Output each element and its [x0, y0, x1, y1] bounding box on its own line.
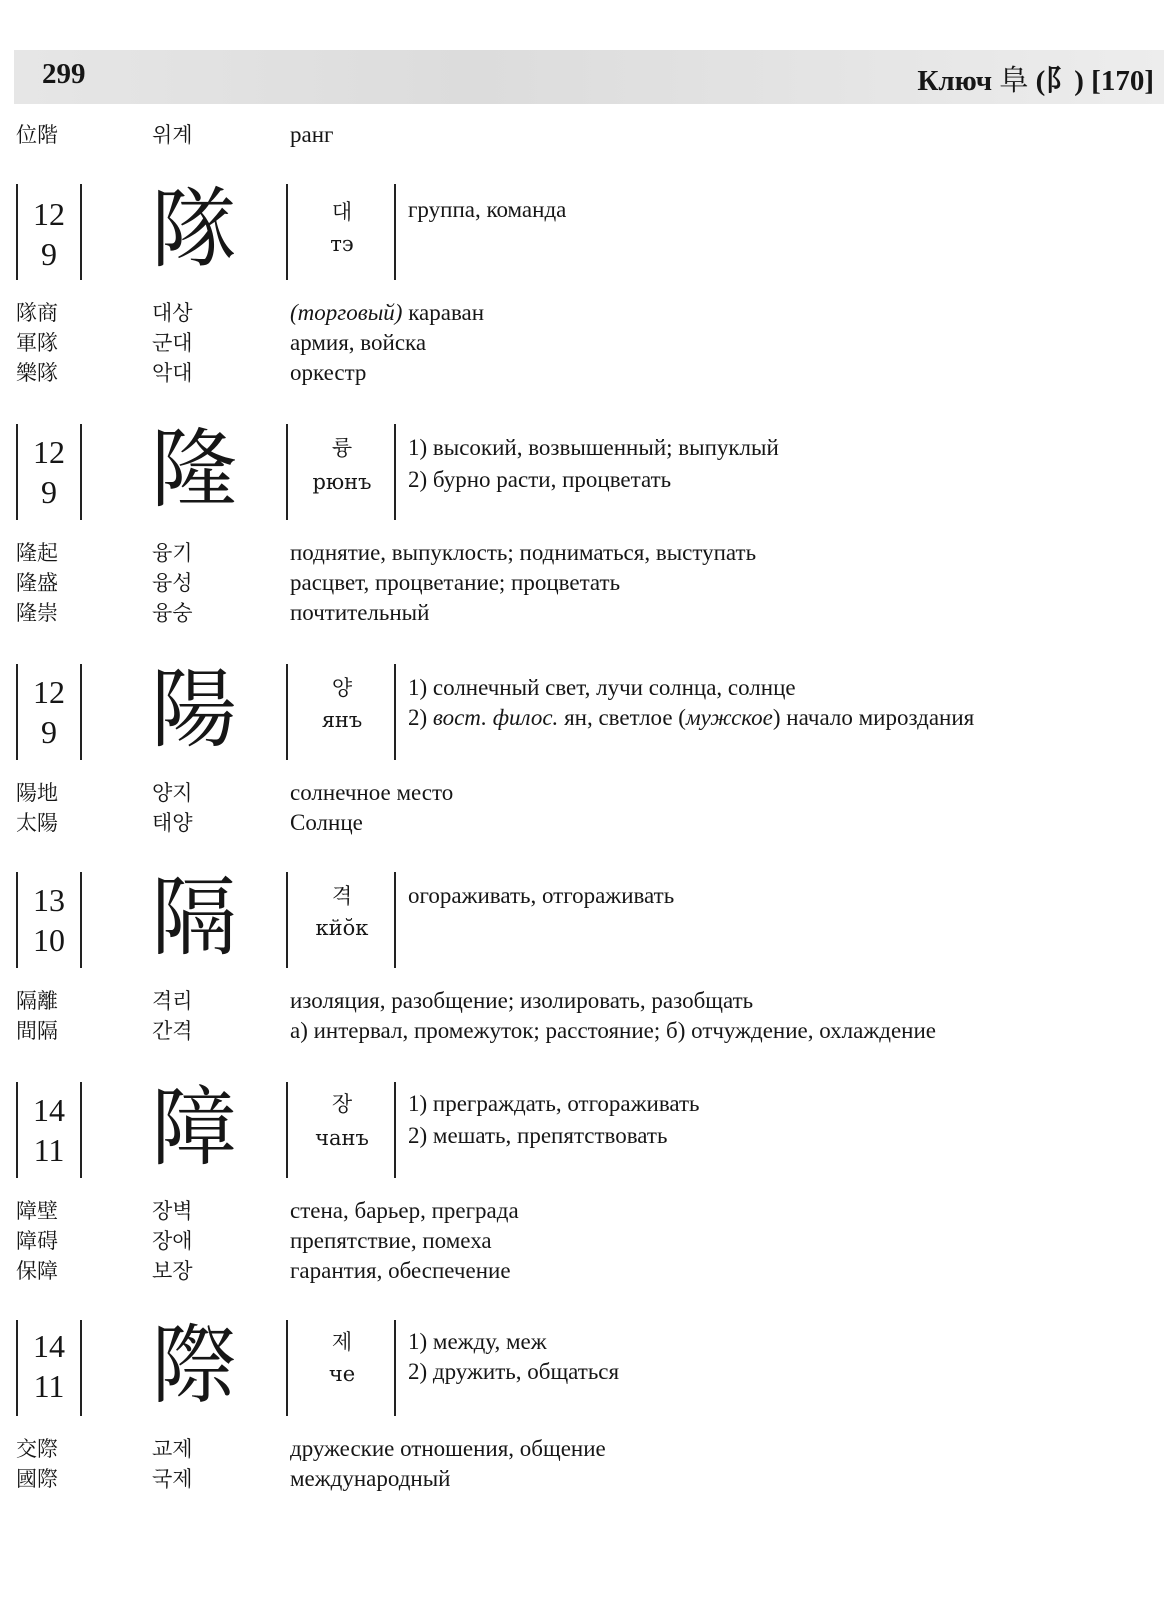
stroke-count-total: 14 [33, 1092, 65, 1128]
stroke-count-residual: 9 [41, 236, 57, 272]
entry-header [0, 868, 1168, 974]
word-russian: дружеские отношения, общение [290, 1436, 606, 1461]
entry-header [0, 180, 1168, 286]
entry-header [0, 1078, 1168, 1184]
stroke-count-total: 12 [33, 434, 65, 470]
word-russian: почтительный [290, 600, 430, 625]
headword-char: 隊 [151, 180, 237, 280]
character-entry [0, 660, 1168, 838]
character-entry [0, 868, 1168, 1046]
word-russian: препятствие, помеха [290, 1228, 492, 1253]
word-russian: поднятие, выпуклость; подниматься, выступать [290, 540, 757, 565]
word-korean: 장벽 [152, 1199, 193, 1223]
word-russian: расцвет, процветание; процветать [290, 570, 621, 595]
word-hanja: 陽地 [16, 781, 58, 805]
word-hanja: 交際 [16, 1437, 58, 1461]
stroke-count-total: 12 [33, 674, 65, 710]
meaning-part: ян, светлое ( [558, 705, 686, 730]
reading-translit: че [328, 1362, 356, 1386]
meaning-line: 1) солнечный свет, лучи солнца, солнце [408, 675, 796, 700]
meaning-line: 1) между, меж [408, 1329, 547, 1354]
word-russian: изоляция, разобщение; изолировать, разобщать [290, 988, 754, 1013]
meaning-line: группа, команда [408, 197, 567, 222]
meaning-part-italic: вост. филос. [432, 705, 559, 730]
word-list [0, 1434, 1168, 1494]
word-list [0, 1196, 1168, 1286]
word-russian-italic: (торговый) [290, 300, 403, 325]
word-row [0, 808, 1168, 838]
meaning-line: 1) высокий, возвышенный; выпуклый [408, 435, 779, 460]
reading-hangul: 대 [331, 200, 353, 224]
word-hanja: 隊商 [16, 301, 58, 325]
meaning-part: 2) [408, 705, 433, 730]
word-row [0, 1256, 1168, 1286]
headword-char: 際 [151, 1316, 237, 1416]
meaning-line: 2) бурно расти, процветать [408, 467, 672, 492]
headword-char: 障 [151, 1078, 237, 1178]
word-korean: 간격 [152, 1019, 193, 1043]
word-korean: 국제 [152, 1467, 193, 1491]
reading-bar-left [286, 184, 288, 280]
word-row [0, 1464, 1168, 1494]
word-list [0, 986, 1168, 1046]
word-list [0, 778, 1168, 838]
word-row [0, 1016, 1168, 1046]
word-korean: 융기 [152, 541, 193, 565]
character-entry [0, 1316, 1168, 1494]
word-row [0, 358, 1168, 388]
word-russian [290, 298, 484, 328]
top-word-list [0, 120, 1168, 150]
key-prefix: Ключ [917, 65, 1000, 97]
word-korean: 태양 [152, 811, 193, 835]
meaning-line: 2) дружить, общаться [408, 1359, 620, 1384]
word-russian: стена, барьер, преграда [290, 1198, 519, 1223]
word-hanja: 間隔 [16, 1019, 58, 1043]
stroke-count-residual: 11 [33, 1368, 65, 1404]
word-hanja: 國際 [16, 1467, 58, 1491]
reading-bar-right [394, 424, 396, 520]
meaning-line: 2) мешать, препятствовать [408, 1123, 668, 1148]
word-list [0, 538, 1168, 628]
word-list [0, 298, 1168, 388]
word-russian: а) интервал, промежуток; расстояние; б) отчуждение, охлаждение [290, 1018, 936, 1043]
word-row [0, 120, 1168, 150]
reading-bar-left [286, 872, 288, 968]
meaning-part-italic: мужское [685, 705, 773, 730]
word-hanja: 位階 [16, 123, 58, 147]
reading-bar-right [394, 1320, 396, 1416]
reading-bar-left [286, 424, 288, 520]
meaning-line: 1) преграждать, отгораживать [408, 1091, 700, 1116]
reading-bar-right [394, 1082, 396, 1178]
word-russian-rest: караван [402, 300, 485, 325]
word-hanja: 障壁 [16, 1199, 58, 1223]
key-variant: (阝) [170] [1028, 65, 1154, 97]
word-row [0, 1434, 1168, 1464]
stroke-count-residual: 10 [33, 922, 65, 958]
entry-header [0, 1316, 1168, 1422]
reading-translit: рюнъ [312, 470, 372, 494]
word-hanja: 隔離 [16, 989, 58, 1013]
reading-bar-left [286, 1320, 288, 1416]
reading-hangul: 격 [331, 884, 353, 908]
reading-bar-right [394, 664, 396, 760]
stroke-count-total: 12 [33, 196, 65, 232]
entry-header [0, 660, 1168, 766]
word-row [0, 328, 1168, 358]
word-russian: ранг [290, 122, 334, 147]
character-entry [0, 420, 1168, 628]
word-russian: международный [290, 1466, 451, 1491]
reading-hangul: 양 [331, 676, 353, 700]
reading-bar-left [286, 664, 288, 760]
word-row [0, 598, 1168, 628]
word-hanja: 保障 [16, 1259, 58, 1283]
reading-hangul: 장 [331, 1092, 353, 1116]
word-hanja: 隆崇 [16, 601, 58, 625]
reading-bar-right [394, 184, 396, 280]
meaning-line: огораживать, отгораживать [408, 883, 675, 908]
word-hanja: 隆起 [16, 541, 58, 565]
word-korean: 격리 [152, 989, 193, 1013]
stroke-count-total: 13 [33, 882, 65, 918]
reading-translit: тэ [330, 232, 354, 256]
headword-char: 隆 [151, 420, 237, 520]
word-korean: 군대 [152, 331, 193, 355]
character-entry [0, 180, 1168, 388]
word-hanja: 樂隊 [16, 361, 58, 385]
word-korean: 융성 [152, 571, 193, 595]
reading-hangul: 륭 [331, 436, 353, 460]
entry-header [0, 420, 1168, 526]
word-korean: 악대 [152, 361, 193, 385]
word-korean: 교제 [152, 1437, 193, 1461]
word-russian: оркестр [290, 360, 367, 385]
word-hanja: 太陽 [16, 811, 58, 835]
reading-bar-right [394, 872, 396, 968]
page-number: 299 [42, 58, 86, 90]
reading-translit: чанъ [315, 1126, 369, 1150]
meaning-line [408, 702, 974, 733]
reading-hangul: 제 [331, 1330, 353, 1354]
word-hanja: 軍隊 [16, 331, 58, 355]
word-russian: гарантия, обеспечение [290, 1258, 511, 1283]
word-korean: 보장 [152, 1259, 193, 1283]
word-russian: солнечное место [290, 780, 454, 805]
word-russian: Солнце [290, 810, 363, 835]
word-row [0, 538, 1168, 568]
word-row [0, 1226, 1168, 1256]
word-row [0, 778, 1168, 808]
word-korean: 양지 [152, 781, 193, 805]
stroke-count-residual: 9 [41, 474, 57, 510]
meaning-part: ) начало мироздания [772, 705, 975, 730]
reading-translit: янъ [321, 708, 363, 732]
reading-bar-left [286, 1082, 288, 1178]
word-korean: 융숭 [152, 601, 193, 625]
word-hanja: 障碍 [16, 1229, 58, 1253]
reading-translit: кйŏк [315, 916, 369, 940]
headword-char: 隔 [151, 868, 237, 968]
key-char: 阜 [999, 65, 1029, 97]
word-row [0, 298, 1168, 328]
stroke-count-residual: 11 [33, 1132, 65, 1168]
stroke-count-residual: 9 [41, 714, 57, 750]
word-russian: армия, войска [290, 330, 427, 355]
word-hanja: 隆盛 [16, 571, 58, 595]
stroke-count-total: 14 [33, 1328, 65, 1364]
word-row [0, 568, 1168, 598]
radical-key-title [917, 58, 1154, 99]
word-korean: 대상 [152, 301, 193, 325]
word-korean: 장애 [152, 1229, 193, 1253]
headword-char: 陽 [151, 660, 237, 760]
word-row [0, 1196, 1168, 1226]
word-korean: 위계 [152, 123, 193, 147]
character-entry [0, 1078, 1168, 1286]
word-row [0, 986, 1168, 1016]
